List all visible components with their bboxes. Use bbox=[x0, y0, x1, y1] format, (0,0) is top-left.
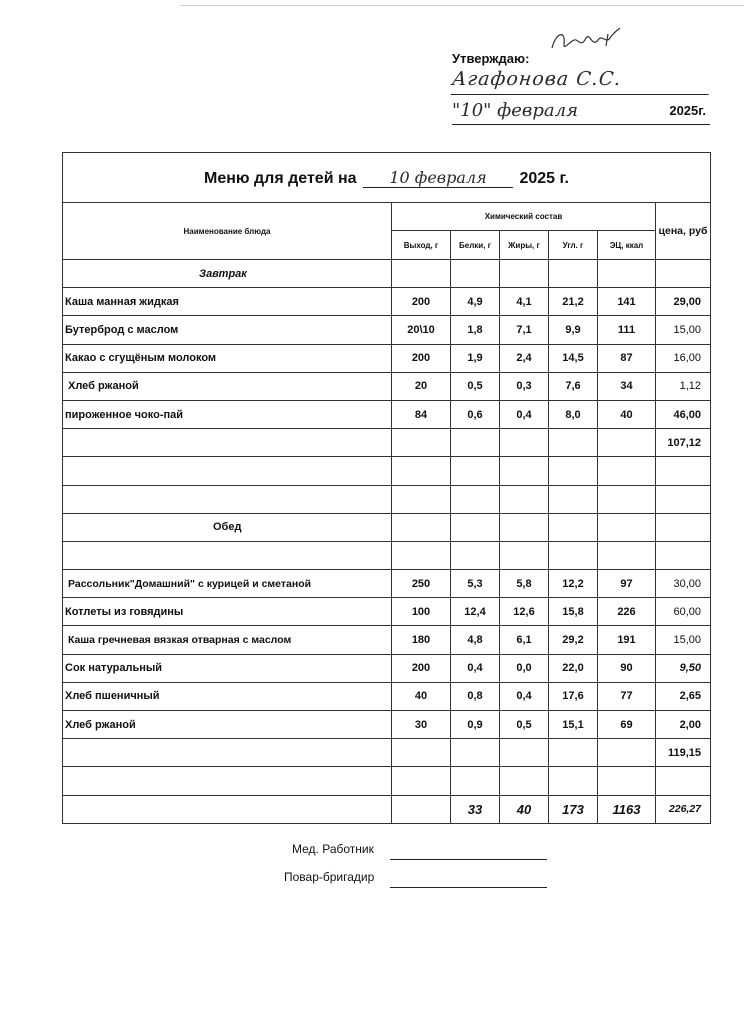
cook-label: Повар-бригадир bbox=[284, 870, 375, 884]
dish-protein: 0,5 bbox=[451, 372, 500, 400]
dish-fat: 0,4 bbox=[500, 400, 549, 428]
dish-carb: 15,8 bbox=[549, 598, 598, 626]
header-chem: Химический состав bbox=[392, 203, 656, 231]
table-row bbox=[63, 344, 711, 372]
dish-name: Котлеты из говядины bbox=[63, 598, 392, 626]
total-price: 226,27 bbox=[656, 795, 711, 823]
dish-protein: 1,9 bbox=[451, 344, 500, 372]
total-energy: 1163 bbox=[598, 795, 656, 823]
dish-protein: 0,9 bbox=[451, 711, 500, 739]
dish-yield: 200 bbox=[392, 288, 451, 316]
dish-energy: 90 bbox=[598, 654, 656, 682]
table-row bbox=[63, 682, 711, 710]
empty-row bbox=[63, 541, 711, 569]
menu-title-suffix: 2025 г. bbox=[519, 169, 569, 187]
lunch-title: Обед bbox=[63, 513, 392, 541]
dish-energy: 141 bbox=[598, 288, 656, 316]
total-protein: 33 bbox=[451, 795, 500, 823]
dish-price: 60,00 bbox=[656, 598, 711, 626]
dish-protein: 0,8 bbox=[451, 682, 500, 710]
dish-name: Хлеб ржаной bbox=[63, 372, 392, 400]
dish-price: 2,65 bbox=[656, 682, 711, 710]
approval-year: 2025г. bbox=[669, 103, 706, 118]
dish-price: 46,00 bbox=[656, 400, 711, 428]
dish-price: 30,00 bbox=[656, 570, 711, 598]
approval-label: Утверждаю: bbox=[452, 51, 530, 66]
dish-fat: 4,1 bbox=[500, 288, 549, 316]
dish-name: Сок натуральный bbox=[63, 654, 392, 682]
dish-fat: 7,1 bbox=[500, 316, 549, 344]
medic-label: Мед. Работник bbox=[292, 842, 374, 856]
dish-protein: 12,4 bbox=[451, 598, 500, 626]
empty-row bbox=[63, 767, 711, 795]
dish-yield: 84 bbox=[392, 400, 451, 428]
dish-name: Рассольник"Домашний" с курицей и сметаной bbox=[63, 570, 392, 598]
dish-carb: 15,1 bbox=[549, 711, 598, 739]
table-row bbox=[63, 711, 711, 739]
dish-fat: 0,5 bbox=[500, 711, 549, 739]
dish-yield: 250 bbox=[392, 570, 451, 598]
menu-title bbox=[63, 153, 711, 203]
table-row bbox=[63, 654, 711, 682]
dish-carb: 12,2 bbox=[549, 570, 598, 598]
dish-fat: 0,3 bbox=[500, 372, 549, 400]
header-price: цена, руб bbox=[656, 203, 711, 260]
dish-carb: 29,2 bbox=[549, 626, 598, 654]
dish-protein: 0,4 bbox=[451, 654, 500, 682]
header-fat: Жиры, г bbox=[500, 231, 549, 260]
dish-yield: 40 bbox=[392, 682, 451, 710]
dish-price: 15,00 bbox=[656, 316, 711, 344]
dish-yield: 200 bbox=[392, 344, 451, 372]
dish-yield: 200 bbox=[392, 654, 451, 682]
header-yield: Выход, г bbox=[392, 231, 451, 260]
grand-total-row bbox=[63, 795, 711, 823]
total-carb: 173 bbox=[549, 795, 598, 823]
empty-row bbox=[63, 485, 711, 513]
dish-name: Хлеб пшеничный bbox=[63, 682, 392, 710]
dish-carb: 8,0 bbox=[549, 400, 598, 428]
dish-fat: 2,4 bbox=[500, 344, 549, 372]
dish-energy: 111 bbox=[598, 316, 656, 344]
dish-name: Хлеб ржаной bbox=[63, 711, 392, 739]
dish-yield: 180 bbox=[392, 626, 451, 654]
approval-date-row bbox=[452, 98, 710, 125]
table-row bbox=[63, 570, 711, 598]
dish-energy: 69 bbox=[598, 711, 656, 739]
lunch-total-row bbox=[63, 739, 711, 767]
dish-protein: 1,8 bbox=[451, 316, 500, 344]
dish-energy: 87 bbox=[598, 344, 656, 372]
dish-energy: 40 bbox=[598, 400, 656, 428]
table-row bbox=[63, 400, 711, 428]
dish-fat: 6,1 bbox=[500, 626, 549, 654]
breakfast-total: 107,12 bbox=[656, 429, 711, 457]
cook-signature-line bbox=[390, 869, 547, 888]
dish-fat: 0,4 bbox=[500, 682, 549, 710]
empty-row bbox=[63, 457, 711, 485]
table-row bbox=[63, 626, 711, 654]
dish-carb: 7,6 bbox=[549, 372, 598, 400]
dish-price: 15,00 bbox=[656, 626, 711, 654]
dish-energy: 77 bbox=[598, 682, 656, 710]
medic-signature-line bbox=[390, 841, 547, 860]
dish-price: 16,00 bbox=[656, 344, 711, 372]
dish-fat: 12,6 bbox=[500, 598, 549, 626]
table-row bbox=[63, 598, 711, 626]
dish-energy: 226 bbox=[598, 598, 656, 626]
dish-protein: 0,6 bbox=[451, 400, 500, 428]
dish-yield: 100 bbox=[392, 598, 451, 626]
dish-yield: 20 bbox=[392, 372, 451, 400]
dish-fat: 0,0 bbox=[500, 654, 549, 682]
approver-name: Агафонова С.С. bbox=[451, 68, 712, 95]
table-row bbox=[63, 372, 711, 400]
lunch-section-row bbox=[63, 513, 711, 541]
dish-price: 1,12 bbox=[656, 372, 711, 400]
dish-protein: 4,9 bbox=[451, 288, 500, 316]
menu-title-date: 10 февраля bbox=[363, 168, 513, 188]
dish-price: 2,00 bbox=[656, 711, 711, 739]
dish-fat: 5,8 bbox=[500, 570, 549, 598]
dish-carb: 9,9 bbox=[549, 316, 598, 344]
header-dish: Наименование блюда bbox=[63, 203, 392, 260]
dish-carb: 14,5 bbox=[549, 344, 598, 372]
dish-energy: 191 bbox=[598, 626, 656, 654]
dish-price: 9,50 bbox=[656, 654, 711, 682]
breakfast-section-row bbox=[63, 260, 711, 288]
dish-energy: 97 bbox=[598, 570, 656, 598]
dish-name: пироженное чоко-пай bbox=[63, 400, 392, 428]
breakfast-title: Завтрак bbox=[63, 260, 392, 288]
header-carb: Угл. г bbox=[549, 231, 598, 260]
menu-title-prefix: Меню для детей на bbox=[204, 169, 357, 187]
lunch-total: 119,15 bbox=[656, 739, 711, 767]
dish-carb: 21,2 bbox=[549, 288, 598, 316]
dish-name: Бутерброд с маслом bbox=[63, 316, 392, 344]
dish-yield: 30 bbox=[392, 711, 451, 739]
scan-edge-line bbox=[180, 5, 744, 6]
dish-carb: 17,6 bbox=[549, 682, 598, 710]
dish-name: Какао с сгущёным молоком bbox=[63, 344, 392, 372]
dish-protein: 4,8 bbox=[451, 626, 500, 654]
total-fat: 40 bbox=[500, 795, 549, 823]
table-row bbox=[63, 288, 711, 316]
breakfast-total-row bbox=[63, 429, 711, 457]
dish-energy: 34 bbox=[598, 372, 656, 400]
dish-price: 29,00 bbox=[656, 288, 711, 316]
header-protein: Белки, г bbox=[451, 231, 500, 260]
menu-table bbox=[62, 152, 711, 824]
dish-name: Каша манная жидкая bbox=[63, 288, 392, 316]
header-energy: ЭЦ, ккал bbox=[598, 231, 656, 260]
table-row bbox=[63, 316, 711, 344]
dish-carb: 22,0 bbox=[549, 654, 598, 682]
approver-signature bbox=[548, 26, 628, 61]
dish-yield: 20\10 bbox=[392, 316, 451, 344]
approval-date-handwritten: "10" февраля bbox=[452, 100, 579, 121]
dish-protein: 5,3 bbox=[451, 570, 500, 598]
dish-name: Каша гречневая вязкая отварная с маслом bbox=[63, 626, 392, 654]
